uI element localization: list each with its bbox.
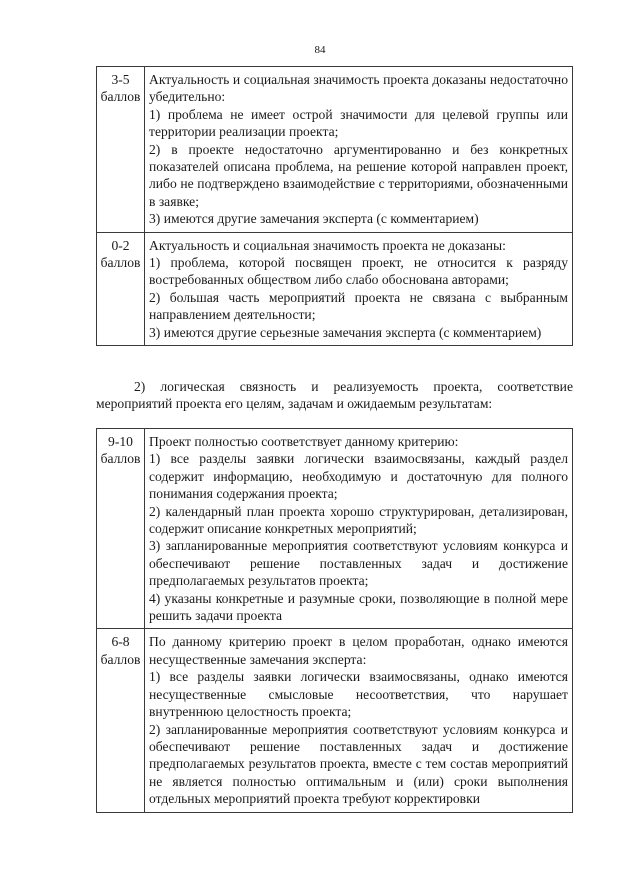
score-range: 0-2: [111, 237, 130, 253]
criterion-item: 1) все разделы заявки логически взаимосвязаны, однако имеются несущественные смысловые несоответствия, что нарушает внутреннюю целостность проекта;: [149, 669, 568, 720]
description-cell: [145, 67, 573, 233]
criterion-item: 3) имеются другие серьезные замечания эксперта (с комментарием): [149, 324, 542, 340]
table-row: [97, 232, 573, 345]
score-unit: баллов: [100, 255, 141, 271]
criteria-table-relevance: [96, 66, 573, 346]
criterion-heading: Проект полностью соответствует данному критерию:: [149, 434, 459, 449]
score-unit: баллов: [100, 651, 141, 667]
score-range: 9-10: [108, 434, 133, 449]
criterion-heading: По данному критерию проект в целом проработан, однако имеются несущественные замечания эксперта:: [149, 634, 568, 667]
description-cell: [145, 232, 573, 345]
criterion-item: 1) все разделы заявки логически взаимосвязаны, каждый раздел содержит информацию, необходимую и достаточную для полного понимания содержания проекта;: [149, 451, 568, 502]
criterion-item: 2) календарный план проекта хорошо структурирован, детализирован, содержит описание конкретных мероприятий;: [149, 503, 568, 537]
criterion-heading: Актуальность и социальная значимость проекта не доказаны:: [149, 237, 506, 253]
criterion-heading: Актуальность и социальная значимость проекта доказаны недостаточно убедительно:: [149, 72, 568, 105]
criterion-item: 2) запланированные мероприятия соответствуют условиям конкурса и обеспечивают решение поставленных задач и достижение предполагаемых результатов проекта, вместе с тем состав мероприятий не является полностью оптимальным и (или) сроки выполнения отдельных мероприятий проекта требуют корректировки: [149, 721, 568, 807]
description-cell: [145, 629, 573, 812]
criterion-item: 1) проблема, которой посвящен проект, не относится к разряду востребованных обществом либо слабо обоснована авторами;: [149, 255, 568, 288]
table-row: [97, 67, 573, 233]
paragraph-first-line: 2) логическая связность и реализуемость проекта, соответствие: [134, 379, 573, 394]
score-cell: [97, 67, 145, 233]
score-range: 6-8: [111, 634, 130, 650]
score-cell: [97, 629, 145, 812]
criterion-item: 4) указаны конкретные и разумные сроки, позволяющие в полной мере решить задачи проекта: [149, 590, 568, 624]
page-number: 84: [314, 44, 326, 56]
description-cell: [145, 429, 573, 629]
score-unit: баллов: [100, 89, 141, 105]
score-cell: [97, 232, 145, 345]
table-row: [97, 629, 573, 812]
criterion-item: 3) имеются другие замечания эксперта (с комментарием): [149, 211, 479, 227]
score-cell: [97, 429, 145, 629]
table-row: [97, 429, 573, 629]
score-unit: баллов: [100, 451, 141, 467]
criterion-item: 2) в проекте недостаточно аргументированно и без конкретных показателей описана проблема, на решение которой направлен проект, либо не подтверждено взаимодействие с территориями, обозначенными в заявке;: [149, 141, 568, 209]
paragraph-rest: мероприятий проекта его целям, задачам и ожидаемым результатам:: [96, 396, 493, 412]
criterion-item: 2) большая часть мероприятий проекта не связана с выбранным направлением деятельности;: [149, 289, 568, 323]
criterion-item: 3) запланированные мероприятия соответствуют условиям конкурса и обеспечивают решение поставленных задач и достижение предполагаемых результатов проекта;: [149, 538, 568, 589]
criterion-paragraph: [96, 378, 573, 413]
score-range: 3-5: [111, 72, 130, 87]
criterion-item: 1) проблема не имеет острой значимости для целевой группы или территории реализации проекта;: [149, 106, 568, 140]
criteria-table-coherence: [96, 428, 573, 813]
